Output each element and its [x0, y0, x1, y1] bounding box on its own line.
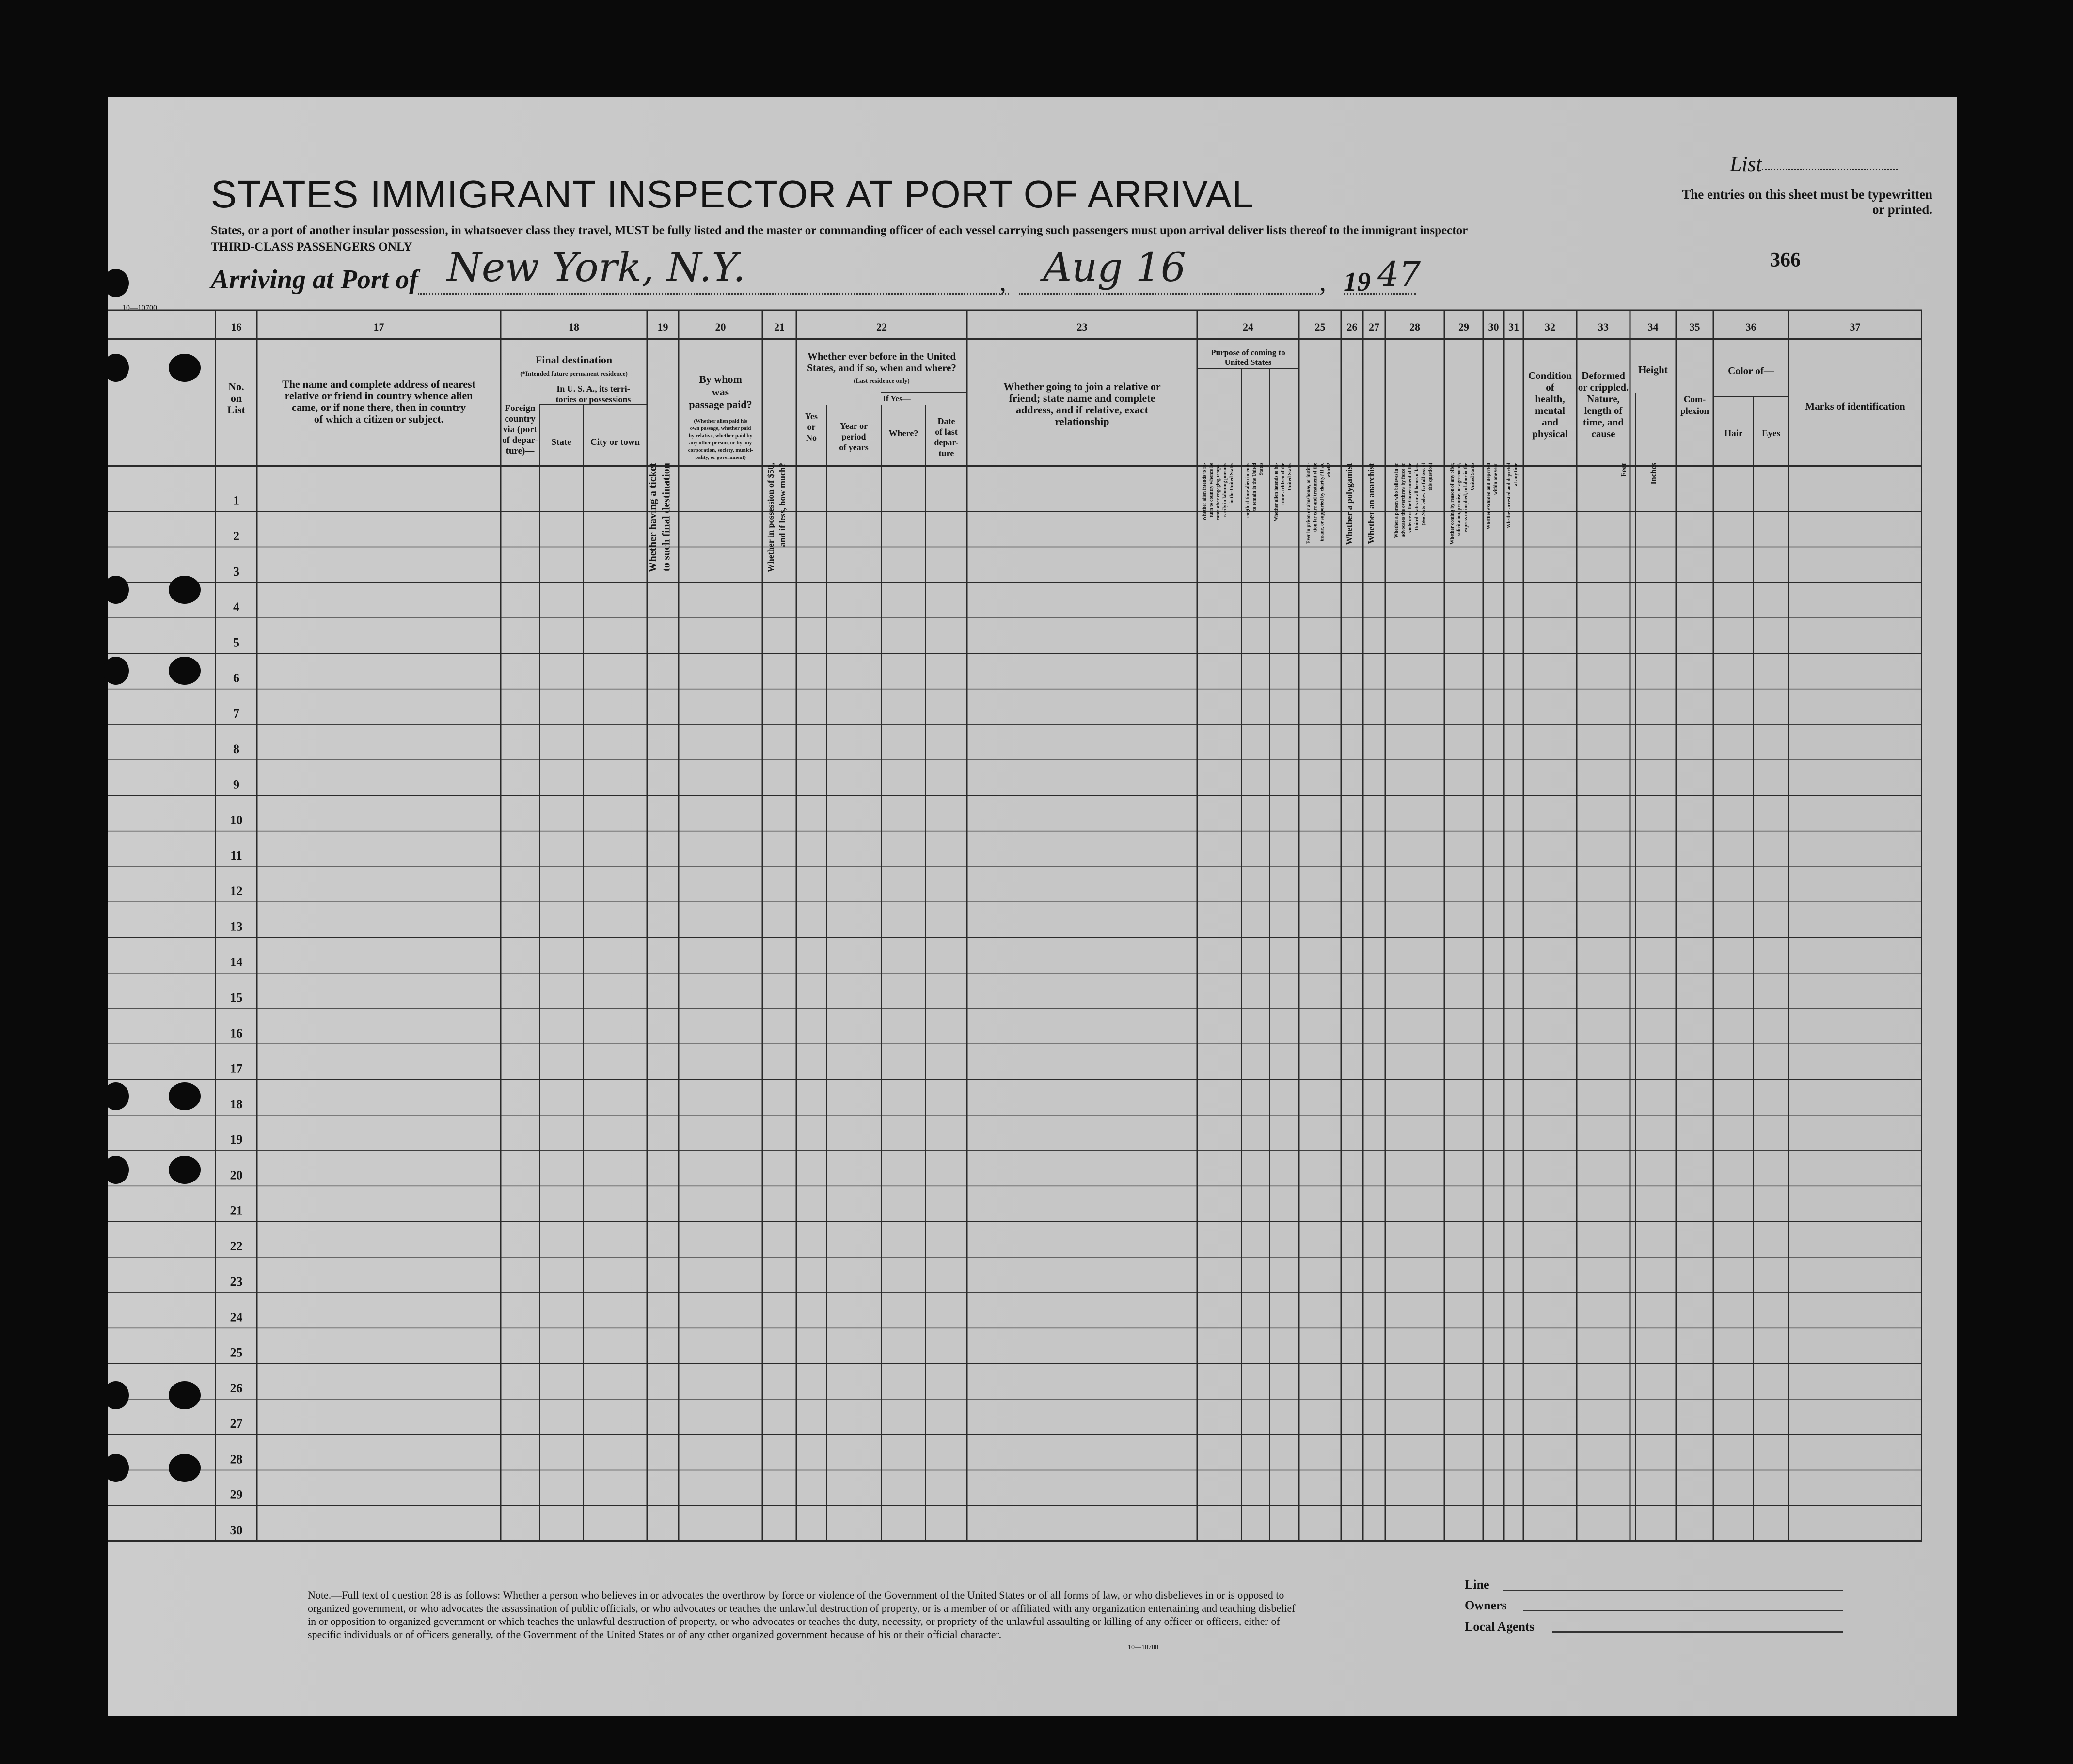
row-number: 16 — [230, 1026, 243, 1040]
column-number: 37 — [1850, 321, 1861, 333]
column-heading-24-length: States — [1259, 463, 1264, 475]
column-heading-33: length of — [1584, 405, 1623, 416]
line-field — [1503, 1590, 1843, 1591]
form-number-footer: 10—10700 — [1128, 1644, 1158, 1651]
row-number: 24 — [230, 1310, 243, 1324]
column-heading-24-return: came after engaging tempo- — [1216, 463, 1221, 520]
line-label: Line — [1465, 1577, 1489, 1591]
column-heading-36-eyes: Eyes — [1762, 428, 1780, 439]
column-heading-18-foreign: country — [505, 414, 536, 424]
column-note-20: own passage, whether paid — [690, 425, 751, 431]
column-heading-22-date: Date — [937, 416, 955, 426]
column-heading-18-foreign: ture)— — [506, 446, 535, 456]
column-heading-36-hair: Hair — [1724, 428, 1743, 439]
column-heading-25: tion for care and treatment of the — [1313, 463, 1318, 532]
column-heading-24-length: to remain in the United — [1252, 463, 1257, 511]
column-heading-31: Whether arrested and deported — [1506, 463, 1512, 528]
column-heading-22: Whether ever before in the United — [807, 350, 956, 362]
binder-hole — [103, 1082, 129, 1110]
column-heading-18-usa: tories or possessions — [555, 394, 631, 404]
column-heading-21: and if less, how much? — [777, 463, 787, 547]
year-line — [1344, 293, 1416, 295]
binder-hole — [103, 269, 129, 297]
column-heading-20: was — [712, 386, 729, 398]
column-heading-29: express or implied, to labor in the — [1463, 463, 1469, 533]
column-heading-29: Whether coming by reason of any offer, — [1450, 463, 1455, 545]
local-agents-label: Local Agents — [1465, 1620, 1535, 1634]
column-heading-23: address, and if relative, exact — [1016, 404, 1148, 416]
row-number: 25 — [230, 1345, 243, 1360]
row-number: 9 — [233, 777, 239, 792]
column-heading-27: Whether an anarchist — [1366, 463, 1376, 544]
row-number: 21 — [230, 1203, 243, 1218]
column-heading-18-foreign: of depar- — [502, 435, 538, 445]
row-number: 26 — [230, 1381, 243, 1395]
column-heading-29: solicitation, promise, or agreement, — [1456, 463, 1462, 536]
column-number: 16 — [231, 321, 242, 333]
column-heading-22-date: of last — [935, 427, 958, 437]
binder-hole — [103, 1156, 129, 1184]
column-number: 31 — [1508, 321, 1519, 333]
column-heading-22: States, and if so, when and where? — [807, 362, 956, 374]
column-heading-18-foreign: Foreign — [505, 403, 536, 413]
port-handwriting: New York, N.Y. — [447, 245, 746, 291]
column-heading-33: cause — [1591, 428, 1615, 440]
column-heading-18: Final destination — [535, 354, 613, 366]
column-heading-17: relative or friend in country whence alien — [285, 390, 473, 402]
column-heading-22-year: Year or — [839, 421, 868, 431]
row-number: 23 — [230, 1275, 243, 1289]
column-heading-25: which? — [1326, 463, 1332, 478]
column-heading-33: Nature, — [1587, 393, 1620, 405]
local-agents-field — [1552, 1631, 1843, 1633]
row-number: 6 — [233, 671, 239, 685]
column-heading-32: physical — [1532, 428, 1568, 440]
row-number: 18 — [230, 1097, 243, 1111]
column-number: 30 — [1488, 321, 1499, 333]
column-number: 27 — [1369, 321, 1379, 333]
column-number: 20 — [715, 321, 726, 333]
manifest-sheet: STATES IMMIGRANT INSPECTOR AT PORT OF ARRIVAL States, or a port of another insular possession, in whatsoever class they travel, MUST be fully listed and the master or commanding officer of each vessel carrying such passengers must upon arrival deliver lists thereof to the immigrant inspector THIRD-CLASS PASSENGERS ONLY List The entries on this sheet must be typewritten or printed. 366 Arriving at Port of New York, N.Y. , Aug 16 , 19 47 10—10700 1 2 3 4 5 6 7 8 9 10 11 12 13 14 15 16 17 18 19 20 21 22 23 24 25 26 27 28 29 30 16 17 18 19 20 21 22 23 24 25 26 27 28 29 30 31 32 33 34 35 36 37 No. on List The name and complete address of nearest relative or friend in country whence alien came, or if none there, then in country of which a citizen or subject. Final destination (*Intended future permanent residence) Foreign country via (port of depar- ture)— In U. S. A., its terri- tories or possessions State City or town Whether having a ticket to such final destination By whom was passage paid? (Whether alien paid his own passage, whether paid by relative, whether paid by any other person, or by any corporation, society, munici- pality, or government) Whether in possession of $50, and if less, how much? Whether ever before in the United States, and if so, when and where? (Last residence only) Yes or No If Yes— Year or period of years Where? Date of last depar- ture Whether going to join a relative or friend; state name and complete address, and if relative, exact relationship Purpose of coming to United States Whether alien intends to re- turn to country whence he came after engaging tempo- rarily in laboring pursuits in the United States Length of time alien intends to remain in the United States Whether alien intends to be- come a citizen of the United States Ever in prison or almshouse, or institu- tion for care and treatment of the insane, or supported by charity? If so, which? Whether a polygamist Whether an anarchist Whether a person who believes in or advocates the overthrow by force or violence of the Government of the United States or all forms of law. (See Note below for full text of this question) Whether coming by reason of any offer, solicitation, promise, or agreement, express or implied, to labor in the United States Whether excluded and deported within one year Whether arrested and deported at any time Condition of health, mental and physical Deformed or crippled. Nature, length of time, and cause Height Feet Inches Com- plexion Color of— Hair Eyes Marks of identification Note.—Full text of question 28 is as follows: Whether a person who believes in or advocates the overthrow by force or violence of the Government of the United States or of all forms of law, or who disbelieves in or is opposed to organized government, or who advocates the assassination of public officials, or who advocates or teaches the unlawful destruction of property, or is a member of or affiliated with any organization entertaining and teaching disbelief in or opposition to organized government or which teaches the unlawful destruction of property, or who advocates or teaches the duty, necessity, or propriety of the unlawful assaulting or killing of any officer or officers, either of specific individuals or of officers generally, of the Government of the United States or of any other organized government because of his or their official character. 10—10700 Line Owners Local Agents — [108, 97, 1957, 1716]
column-heading-32: mental — [1535, 405, 1565, 416]
row-number: 10 — [230, 813, 243, 827]
binder-hole — [169, 657, 201, 685]
column-heading-17: of which a citizen or subject. — [314, 413, 444, 425]
column-heading-24: United States — [1224, 358, 1272, 367]
column-heading-29: United States — [1470, 463, 1475, 490]
column-note-20: by relative, whether paid by — [688, 433, 753, 439]
question-28-note: Note.—Full text of question 28 is as follows: Whether a person who believes in or advocates the overthrow by force or violence of the Government of the United States or of all forms of law, or who disbelieves in or is opposed to organized government, or who advocates the assassination of public officials, or who advocates or teaches the unlawful destruction of property, or is a member of or affiliated with any organization entertaining and teaching disbelief in or opposition to organized government or which teaches the unlawful destruction of property, or who advocates or teaches the duty, necessity, or propriety of the unlawful assaulting or killing of any officer or officers, either of specific individuals or of officers generally, of the Government of the United States or of any other organized government because of his or their official character. — [308, 1589, 1296, 1640]
binder-hole — [103, 1381, 129, 1409]
column-number: 34 — [1647, 321, 1659, 333]
row-number: 22 — [230, 1239, 243, 1253]
column-number: 24 — [1243, 321, 1253, 333]
form-number: 10—10700 — [122, 304, 157, 312]
column-number: 25 — [1314, 321, 1326, 333]
column-number: 33 — [1598, 321, 1609, 333]
binder-hole — [169, 576, 201, 604]
column-number: 35 — [1689, 321, 1700, 333]
column-number: 19 — [657, 321, 668, 333]
column-heading-22-year: of years — [839, 442, 869, 452]
row-number: 3 — [233, 564, 239, 579]
column-number: 32 — [1545, 321, 1555, 333]
binder-hole — [169, 1381, 201, 1409]
column-heading-31: at any time — [1513, 463, 1519, 486]
column-heading-32: health, — [1535, 393, 1565, 405]
year-handwriting: 47 — [1377, 254, 1421, 294]
column-heading-22-ifyes: If Yes— — [883, 394, 911, 403]
port-line — [418, 293, 1009, 295]
column-note-20: (Whether alien paid his — [694, 418, 747, 424]
column-heading-23: relationship — [1055, 415, 1109, 427]
row-number: 8 — [233, 742, 239, 756]
row-number: 17 — [230, 1061, 243, 1076]
row-number: 27 — [230, 1417, 243, 1431]
column-heading-32: Condition — [1528, 370, 1572, 381]
column-heading-33: Deformed — [1582, 370, 1625, 381]
column-heading-21: Whether in possession of $50, — [766, 463, 775, 573]
column-heading-18-city: City or town — [590, 437, 640, 447]
row-number: 30 — [230, 1523, 243, 1537]
column-heading-28: violence of the Government of the — [1408, 463, 1413, 533]
owners-field — [1523, 1610, 1843, 1611]
row-number: 5 — [233, 635, 239, 650]
column-heading-33: or crippled. — [1578, 381, 1629, 393]
column-number: 26 — [1346, 321, 1358, 333]
column-heading-24-return: in the United States — [1229, 463, 1234, 504]
row-number: 12 — [230, 884, 243, 898]
row-number: 1 — [233, 493, 239, 508]
column-heading-24-length: Length of time alien intends — [1245, 463, 1250, 521]
column-heading-24: Purpose of coming to — [1211, 348, 1285, 357]
binder-hole — [169, 1082, 201, 1110]
date-handwriting: Aug 16 — [1043, 245, 1186, 291]
year-prefix: 19 — [1344, 267, 1371, 297]
column-heading-32: and — [1542, 416, 1558, 428]
row-number: 28 — [230, 1452, 243, 1466]
column-heading-22-date: ture — [938, 448, 954, 458]
column-number: 36 — [1745, 321, 1757, 333]
column-heading-32: of — [1546, 381, 1554, 393]
column-heading-16: on — [230, 392, 242, 404]
column-heading-22-yes: No — [806, 433, 817, 442]
column-heading-34-inches: Inches — [1649, 463, 1658, 485]
column-heading-30: within one year — [1493, 463, 1499, 495]
owners-label: Owners — [1465, 1598, 1507, 1612]
column-heading-28: Whether a person who believes in or — [1394, 463, 1399, 538]
column-heading-34-feet: Feet — [1620, 463, 1628, 477]
column-number: 22 — [876, 321, 887, 333]
column-heading-28: this question) — [1428, 463, 1433, 491]
binder-hole — [169, 354, 201, 382]
column-note-20: any other person, or by any — [689, 440, 752, 446]
entries-note: The entries on this sheet must be typewritten or printed. — [1682, 187, 1932, 217]
arriving-port-label: Arriving at Port of — [211, 265, 418, 295]
list-label: List — [1730, 152, 1762, 176]
column-heading-33: time, and — [1583, 416, 1624, 428]
row-number: 20 — [230, 1168, 243, 1182]
column-heading-20: By whom — [699, 373, 742, 385]
column-heading-24-return: turn to country whence he — [1209, 463, 1214, 518]
column-heading-35: Com- — [1683, 394, 1706, 405]
list-number-line — [1762, 169, 1898, 170]
column-heading-23: Whether going to join a relative or — [1003, 380, 1161, 393]
column-heading-17: came, or if none there, then in country — [291, 401, 466, 413]
column-note-20: corporation, society, munici- — [688, 447, 753, 453]
column-number: 23 — [1076, 321, 1088, 333]
form-instruction: States, or a port of another insular possession, in whatsoever class they travel, MUST be fully listed and the master or commanding officer of each vessel carrying such passengers must upon arrival deliver lists thereof to the immigrant inspector — [211, 224, 1468, 237]
row-number: 15 — [230, 991, 243, 1005]
column-heading-16: List — [227, 404, 245, 416]
column-heading-24-citizen: come a citizen of the — [1281, 463, 1286, 505]
column-heading-16: No. — [228, 380, 244, 393]
manifest-table — [108, 308, 1957, 1650]
column-note-22: (Last residence only) — [854, 377, 910, 384]
column-heading-20: passage paid? — [689, 398, 752, 410]
date-line — [1019, 293, 1319, 295]
column-heading-22-yes: or — [807, 422, 816, 432]
column-heading-28: advocates the overthrow by force or — [1401, 463, 1406, 537]
column-heading-23: friend; state name and complete — [1009, 392, 1155, 404]
column-heading-18-state: State — [551, 437, 571, 447]
column-number: 21 — [774, 321, 785, 333]
form-title: STATES IMMIGRANT INSPECTOR AT PORT OF ARRIVAL — [211, 173, 1254, 216]
column-heading-19: to such final destination — [660, 463, 672, 572]
column-note-20: pality, or government) — [695, 455, 746, 460]
sheet-number: 366 — [1770, 249, 1801, 271]
row-number: 11 — [230, 848, 242, 863]
binder-hole — [169, 1156, 201, 1184]
column-heading-24-citizen: Whether alien intends to be- — [1274, 463, 1279, 521]
column-heading-37: Marks of identification — [1805, 400, 1905, 412]
column-heading-24-return: Whether alien intends to re- — [1202, 463, 1207, 521]
column-number: 28 — [1409, 321, 1420, 333]
column-heading-18-usa: In U. S. A., its terri- — [556, 384, 630, 394]
column-heading-17: The name and complete address of nearest — [282, 378, 475, 390]
column-heading-22-yes: Yes — [805, 411, 818, 421]
column-heading-28: United States or all forms of law. — [1414, 463, 1420, 531]
column-number: 29 — [1458, 321, 1469, 333]
column-heading-22-date: depar- — [934, 438, 959, 447]
binder-hole — [103, 657, 129, 685]
column-heading-24-return: rarily in laboring pursuits — [1222, 463, 1228, 517]
binder-hole — [169, 1454, 201, 1482]
column-heading-36: Color of— — [1728, 365, 1774, 377]
passenger-class: THIRD-CLASS PASSENGERS ONLY — [211, 240, 412, 253]
column-heading-25: insane, or supported by charity? If so, — [1319, 463, 1325, 542]
column-heading-18-foreign: via (port — [503, 425, 538, 435]
column-heading-28: (See Note below for full text of — [1421, 463, 1426, 526]
column-number: 17 — [373, 321, 384, 333]
column-heading-24-citizen: United States — [1287, 463, 1293, 490]
column-heading-35: plexion — [1680, 406, 1709, 416]
column-heading-19: Whether having a ticket — [646, 463, 659, 573]
column-heading-22-year: period — [841, 432, 866, 441]
row-number: 7 — [233, 706, 239, 721]
column-number: 18 — [569, 321, 579, 333]
binder-hole — [103, 1454, 129, 1482]
row-number: 4 — [233, 600, 239, 614]
row-number: 29 — [230, 1487, 243, 1502]
binder-hole — [103, 354, 129, 382]
column-heading-30: Whether excluded and deported — [1486, 463, 1492, 530]
row-number: 2 — [233, 529, 239, 543]
column-heading-34: Height — [1638, 364, 1668, 376]
column-heading-26: Whether a polygamist — [1344, 463, 1354, 545]
column-heading-25: Ever in prison or almshouse, or institu- — [1306, 463, 1312, 544]
column-heading-22-where: Where? — [888, 428, 918, 438]
column-note-18: (*Intended future permanent residence) — [520, 370, 628, 377]
row-number: 19 — [230, 1133, 243, 1147]
binder-hole — [103, 576, 129, 604]
row-number: 13 — [230, 919, 243, 934]
row-number: 14 — [230, 955, 243, 969]
